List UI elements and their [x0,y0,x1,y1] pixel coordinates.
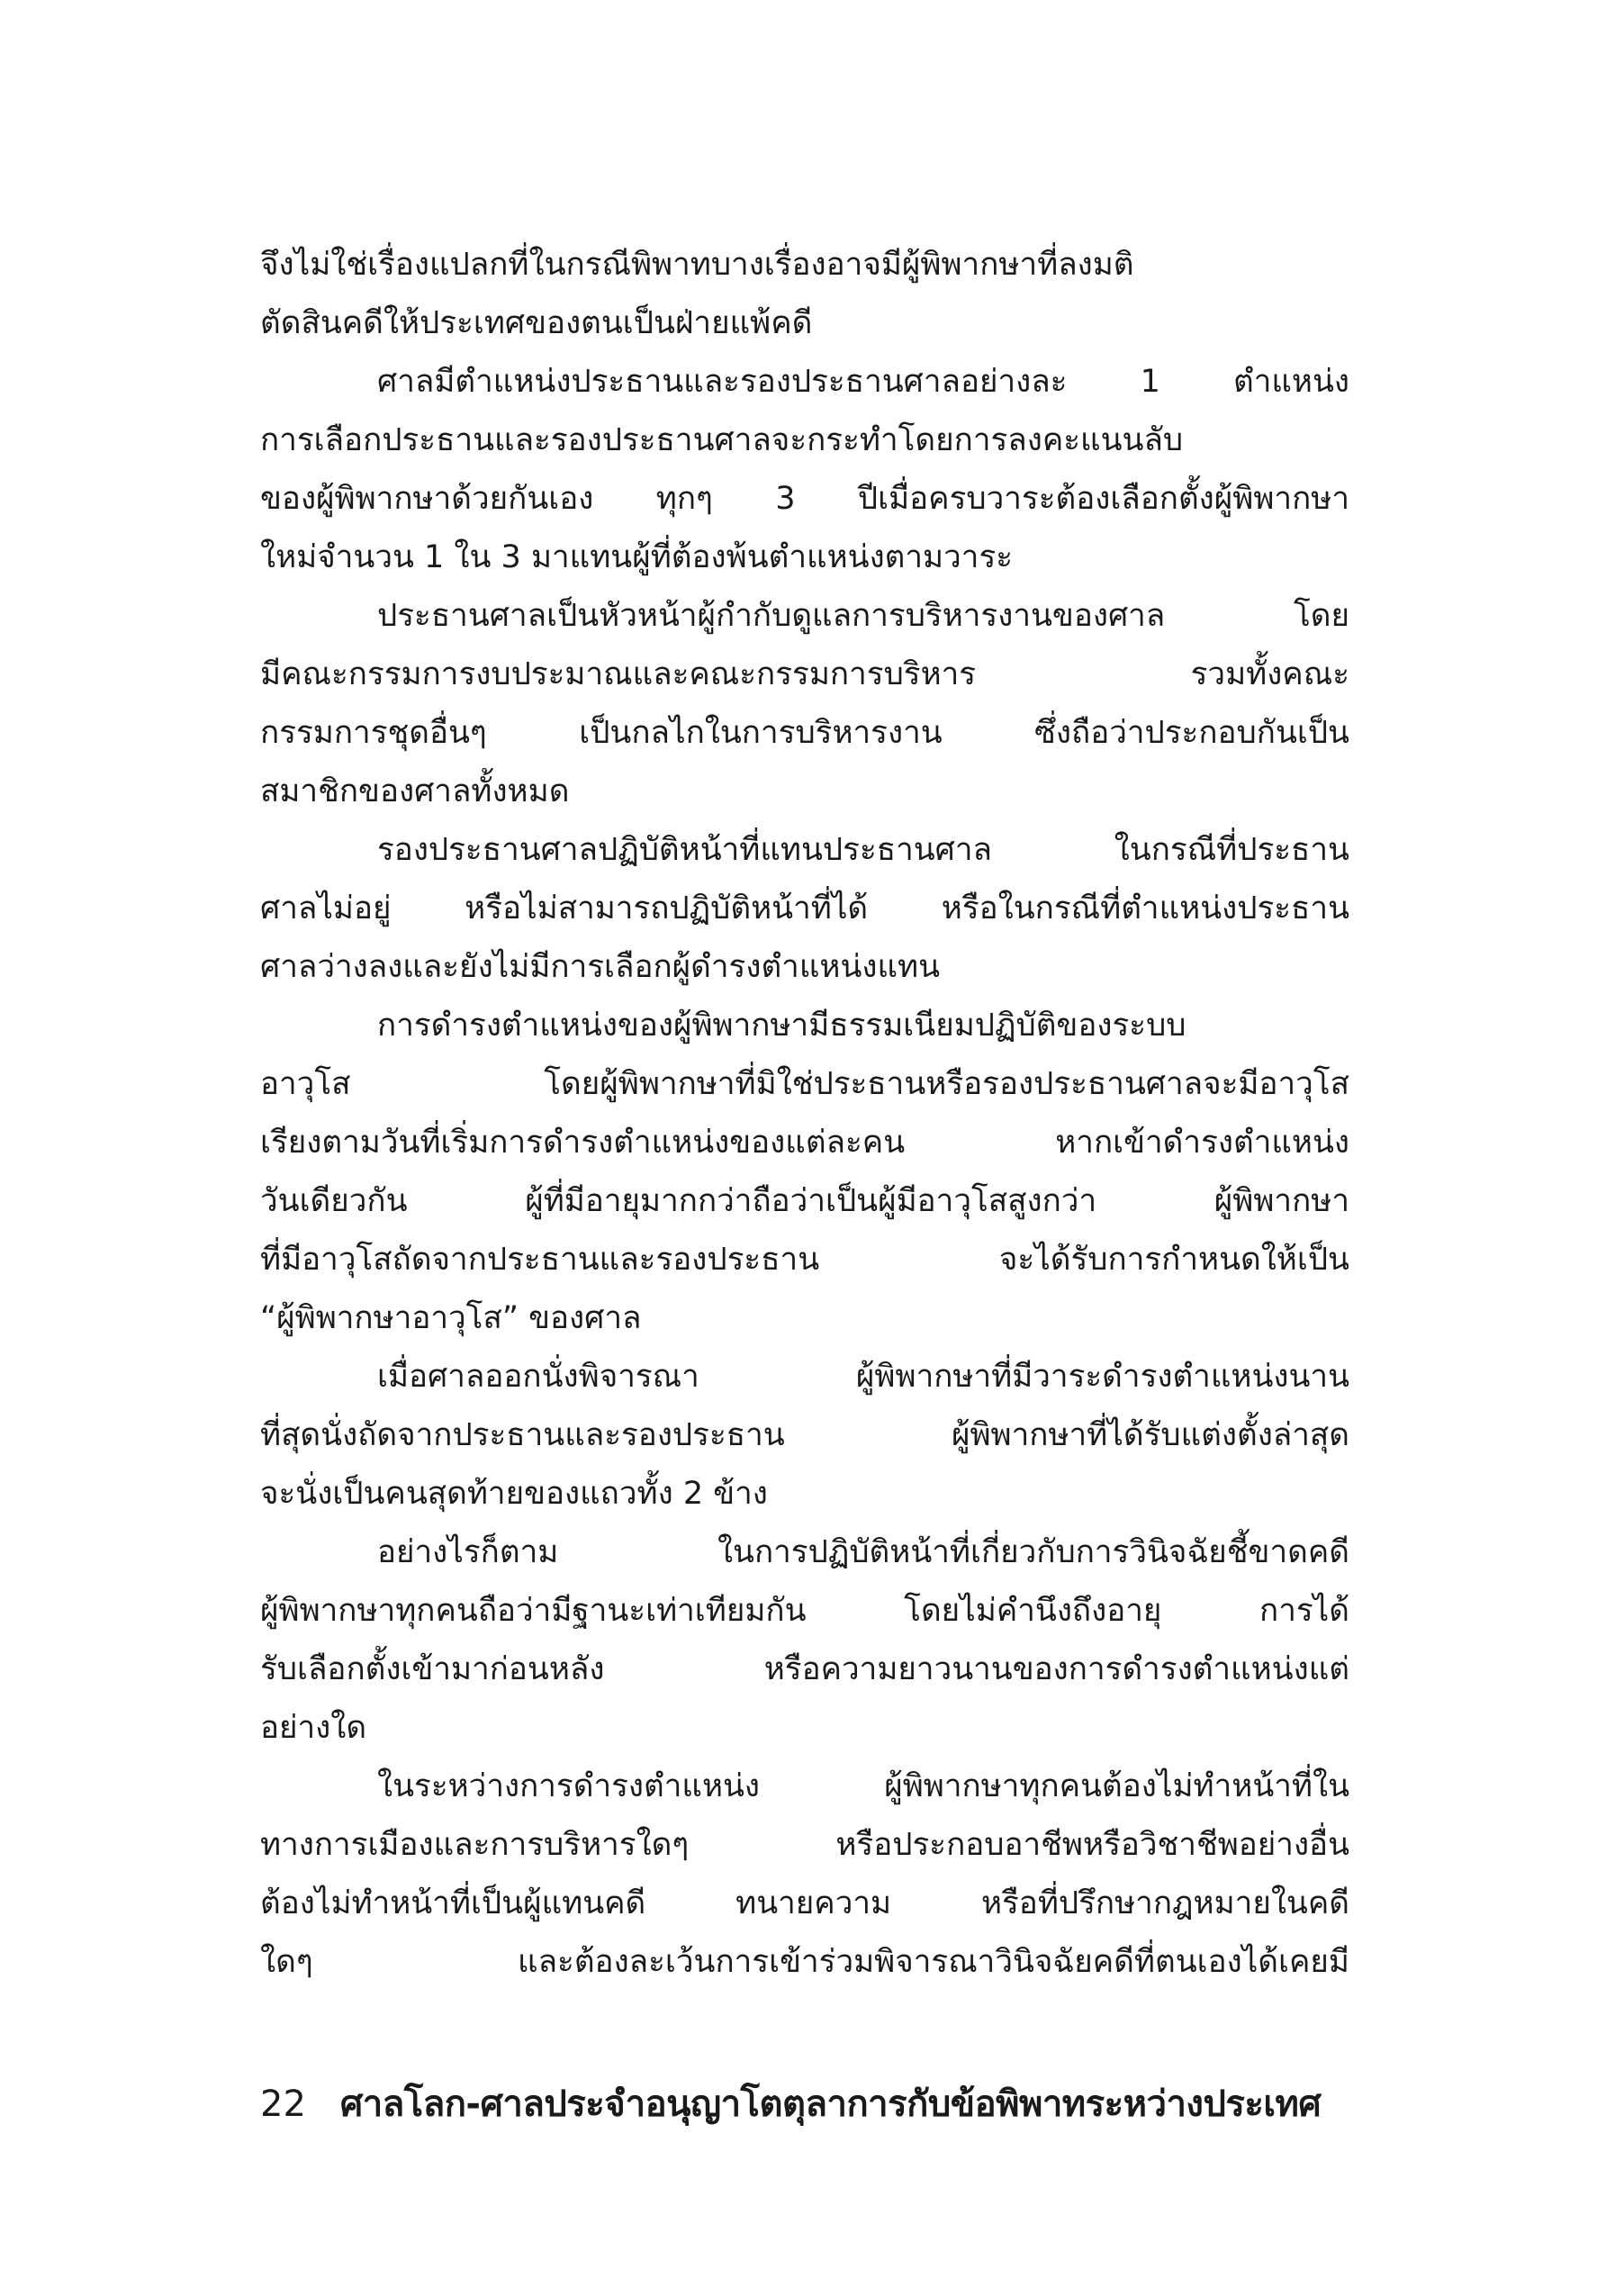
paragraph [260,236,1349,353]
text-line: ที่สุดนั่งถัดจากประธานและรองประธาน ผู้พิพากษาที่ได้รับแต่งตั้งล่าสุด [260,1417,1349,1453]
paragraph [260,587,1349,821]
text-line: อย่างใด [260,1710,367,1746]
text-line: การเลือกประธานและรองประธานศาลจะกระทำโดยการลงคะแนนลับ [260,422,1184,458]
text-line: ของผู้พิพากษาด้วยกันเอง ทุกๆ 3 ปีเมื่อครบวาระต้องเลือกตั้งผู้พิพากษา [260,481,1349,517]
text-line: เรียงตามวันที่เริ่มการดำรงตำแหน่งของแต่ละคน หากเข้าดำรงตำแหน่ง [260,1125,1349,1161]
text-line: ในระหว่างการดำรงตำแหน่ง ผู้พิพากษาทุกคนต้องไม่ทำหน้าที่ใน [377,1768,1349,1804]
text-line: ศาลไม่อยู่ หรือไม่สามารถปฏิบัติหน้าที่ได้ หรือในกรณีที่ตำแหน่งประธาน [260,890,1349,927]
page-footer [260,2077,1349,2131]
body-text [260,236,1349,1992]
text-line: จึงไม่ใช่เรื่องแปลกที่ในกรณีพิพาทบางเรื่องอาจมีผู้พิพากษาที่ลงมติ [260,247,1134,283]
paragraph [260,997,1349,1348]
paragraph [260,1348,1349,1523]
text-line: ตัดสินคดีให้ประเทศของตนเป็นฝ่ายแพ้คดี [260,305,813,341]
paragraph [260,821,1349,997]
text-line: อาวุโส โดยผู้พิพากษาที่มิใช่ประธานหรือรองประธานศาลจะมีอาวุโส [260,1066,1349,1102]
text-line: รองประธานศาลปฏิบัติหน้าที่แทนประธานศาล ในกรณีที่ประธาน [377,832,1349,868]
text-line: ศาลมีตำแหน่งประธานและรองประธานศาลอย่างละ 1 ตำแหน่ง [377,364,1349,400]
text-line: จะนั่งเป็นคนสุดท้ายของแถวทั้ง 2 ข้าง [260,1476,768,1512]
text-line: ใดๆ และต้องละเว้นการเข้าร่วมพิจารณาวินิจฉัยคดีที่ตนเองได้เคยมี [260,1944,1349,1980]
text-line: ที่มีอาวุโสถัดจากประธานและรองประธาน จะได้รับการกำหนดให้เป็น [260,1242,1349,1278]
text-line: ประธานศาลเป็นหัวหน้าผู้กำกับดูแลการบริหารงานของศาล โดย [377,598,1349,634]
text-line: กรรมการชุดอื่นๆ เป็นกลไกในการบริหารงาน ซึ่งถือว่าประกอบกันเป็น [260,715,1349,751]
text-line: มีคณะกรรมการงบประมาณและคณะกรรมการบริหาร รวมทั้งคณะ [260,656,1349,692]
text-line: ผู้พิพากษาทุกคนถือว่ามีฐานะเท่าเทียมกัน โดยไม่คำนึงถึงอายุ การได้ [260,1593,1349,1629]
text-line: ศาลว่างลงและยังไม่มีการเลือกผู้ดำรงตำแหน่งแทน [260,949,941,985]
text-line: ใหม่จำนวน 1 ใน 3 มาแทนผู้ที่ต้องพ้นตำแหน่งตามวาระ [260,539,1014,575]
text-line: รับเลือกตั้งเข้ามาก่อนหลัง หรือความยาวนานของการดำรงตำแหน่งแต่ [260,1651,1349,1687]
text-line: ต้องไม่ทำหน้าที่เป็นผู้แทนคดี ทนายความ หรือที่ปรึกษากฎหมายในคดี [260,1885,1349,1921]
text-line: เมื่อศาลออกนั่งพิจารณา ผู้พิพากษาที่มีวาระดำรงตำแหน่งนาน [377,1359,1349,1395]
text-line: สมาชิกของศาลทั้งหมด [260,773,570,809]
text-line: “ผู้พิพากษาอาวุโส” ของศาล [260,1300,642,1336]
text-line: ทางการเมืองและการบริหารใดๆ หรือประกอบอาชีพหรือวิชาชีพอย่างอื่น [260,1827,1349,1863]
text-line: วันเดียวกัน ผู้ที่มีอายุมากกว่าถือว่าเป็นผู้มีอาวุโสสูงกว่า ผู้พิพากษา [260,1183,1349,1219]
paragraph [260,1758,1349,1992]
page-number: 22 [260,2084,306,2125]
text-line: การดำรงตำแหน่งของผู้พิพากษามีธรรมเนียมปฏิบัติของระบบ [377,1008,1186,1044]
text-line: อย่างไรก็ตาม ในการปฏิบัติหน้าที่เกี่ยวกับการวินิจฉัยชี้ขาดคดี [377,1534,1349,1570]
paragraph [260,353,1349,587]
running-title: ศาลโลก-ศาลประจำอนุญาโตตุลาการกับข้อพิพาทระหว่างประเทศ [339,2084,1322,2125]
paragraph [260,1523,1349,1758]
